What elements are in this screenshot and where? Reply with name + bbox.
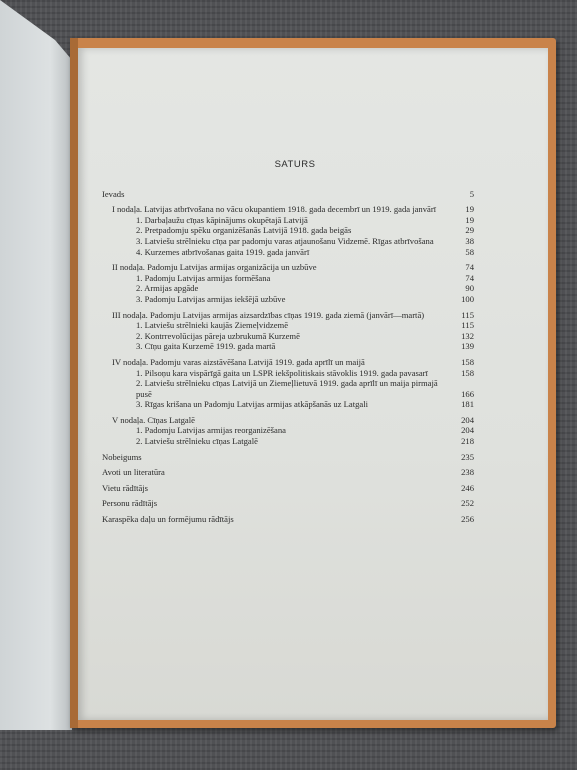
toc-title: SATURS — [274, 159, 316, 170]
toc-entry — [102, 467, 474, 478]
toc-entry-page: 90 — [465, 283, 474, 294]
toc-entry-text: 1. Latviešu strēlnieki kaujās Ziemeļvidzemē — [136, 320, 289, 331]
toc-entry-text: IV nodaļa. Padomju varas aizstāvēšana Latvijā 1919. gada aprīlī un maijā — [112, 356, 365, 367]
toc-entry-text: 3. Cīņu gaita Kurzemē 1919. gada martā — [136, 341, 276, 352]
toc-entry-text: 2. Latviešu strēlnieku cīņas Latgalē — [136, 436, 258, 447]
facing-page-edge — [0, 0, 72, 730]
table-of-contents — [102, 160, 474, 525]
toc-entry — [102, 331, 474, 342]
toc-entry — [102, 368, 474, 379]
toc-entry-text: I nodaļa. Latvijas atbrīvošana no vācu okupantiem 1918. gada decembrī un 1919. gada janvārī — [112, 204, 437, 215]
toc-entry-text: 2. Pretpadomju spēku organizēšanās Latvijā 1918. gada beigās — [136, 225, 352, 236]
toc-entry — [102, 215, 474, 226]
toc-entry — [102, 225, 474, 236]
toc-entry-text: III nodaļa. Padomju Latvijas armijas aizsardzības cīņas 1919. gada ziemā (janvārī—martā) — [112, 309, 425, 320]
toc-entry-text: Avoti un literatūra — [102, 467, 165, 478]
toc-entry — [102, 320, 474, 331]
toc-entry — [102, 452, 474, 463]
toc-entry-page: 252 — [461, 498, 474, 509]
toc-entry — [102, 247, 474, 258]
toc-entry-text: Karaspēka daļu un formējumu rādītājs — [102, 514, 234, 525]
toc-entry-text: Ievads — [102, 188, 125, 199]
toc-entry-text: 1. Padomju Latvijas armijas reorganizēšana — [136, 425, 286, 436]
toc-entry-text: 3. Latviešu strēlnieku cīņa par padomju varas atjaunošanu Vidzemē. Rīgas atbrīvošana — [136, 235, 434, 246]
toc-entry — [102, 204, 474, 215]
toc-entry-page: 246 — [461, 482, 474, 493]
toc-entry-page: 58 — [465, 246, 474, 257]
toc-entry — [102, 415, 474, 426]
toc-entry-text: II nodaļa. Padomju Latvijas armijas organizācija un uzbūve — [112, 262, 317, 273]
toc-entry-page: 19 — [465, 214, 474, 225]
toc-entry-page: 115 — [461, 309, 474, 320]
toc-entry-page: 74 — [465, 272, 474, 283]
toc-entry-page: 158 — [461, 367, 474, 378]
toc-entry-page: 235 — [461, 451, 474, 462]
toc-entry — [102, 514, 474, 525]
toc-entry — [102, 425, 474, 436]
toc-entry-page: 38 — [465, 235, 474, 246]
toc-entry-text: Personu rādītājs — [102, 498, 158, 509]
toc-entry-page: 100 — [461, 293, 474, 304]
toc-entry-page: 132 — [461, 330, 474, 341]
toc-entry — [102, 483, 474, 494]
toc-entry — [102, 283, 474, 294]
toc-entry-page: 204 — [461, 414, 474, 425]
toc-entry — [102, 310, 474, 321]
toc-entry-page: 115 — [461, 320, 474, 331]
toc-entry — [102, 341, 474, 352]
toc-entry-text: 2. Latviešu strēlnieku cīņas Latvijā un Ziemeļlietuvā 1919. gada aprīlī un maija pirmajā pusē — [136, 378, 438, 399]
toc-entry-page: 19 — [465, 204, 474, 215]
toc-entry-page: 5 — [469, 188, 474, 199]
toc-entry-page: 29 — [465, 225, 474, 236]
book-spine — [70, 38, 78, 728]
toc-entry — [102, 436, 474, 447]
toc-entry — [102, 498, 474, 509]
toc-entry-text: 3. Rīgas krišana un Padomju Latvijas armijas atkāpšanās uz Latgali — [136, 399, 368, 410]
toc-entry-text: 2. Armijas apgāde — [136, 283, 199, 294]
toc-entry — [102, 378, 474, 399]
toc-entry-page: 256 — [461, 514, 474, 525]
toc-entry-page: 204 — [461, 425, 474, 436]
toc-entry-page: 181 — [461, 399, 474, 410]
toc-entry-text: 1. Pilsoņu kara vispārīgā gaita un LSPR iekšpolitiskais stāvoklis 1919. gada pavasarī — [136, 367, 428, 378]
toc-entry-page: 218 — [461, 436, 474, 447]
toc-entry-text: Nobeigums — [102, 451, 142, 462]
toc-entry-text: Vietu rādītājs — [102, 482, 149, 493]
toc-entry-page: 166 — [461, 388, 474, 399]
toc-entry — [102, 189, 474, 200]
toc-entry — [102, 294, 474, 305]
toc-entry-text: V nodaļa. Cīņas Latgalē — [112, 414, 195, 425]
toc-entry — [102, 357, 474, 368]
toc-entry-text: 1. Padomju Latvijas armijas formēšana — [136, 272, 271, 283]
toc-entry-page: 139 — [461, 341, 474, 352]
toc-entry-text: 2. Kontrrevolūcijas pāreja uzbrukumā Kurzemē — [136, 330, 300, 341]
toc-entry-page: 158 — [461, 356, 474, 367]
toc-entry-text: 4. Kurzemes atbrīvošanas gaita 1919. gada janvārī — [136, 246, 310, 257]
toc-entry — [102, 399, 474, 410]
toc-entry — [102, 236, 474, 247]
toc-entry-text: 3. Padomju Latvijas armijas iekšējā uzbūve — [136, 293, 286, 304]
toc-list — [102, 189, 474, 525]
toc-entry — [102, 273, 474, 284]
toc-entry-text: 1. Darbaļaužu cīņas kāpinājums okupētajā Latvijā — [136, 214, 308, 225]
toc-entry-page: 238 — [461, 467, 474, 478]
toc-entry — [102, 262, 474, 273]
toc-entry-page: 74 — [465, 262, 474, 273]
